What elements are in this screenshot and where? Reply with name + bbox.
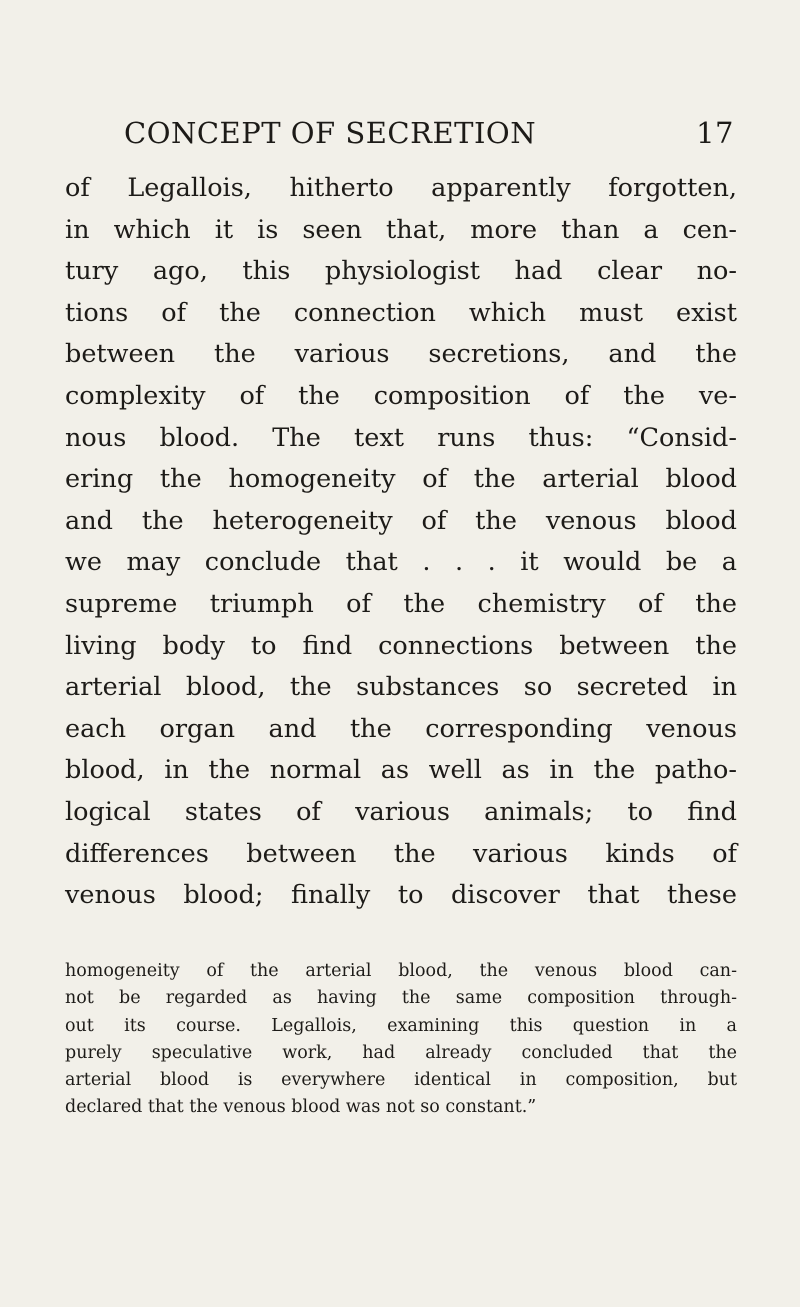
body-line: nous blood. The text runs thus: “Consid- <box>65 422 737 453</box>
body-line: arterial blood, the substances so secreted in <box>65 672 737 703</box>
body-line: we may conclude that . . . it would be a <box>65 547 737 578</box>
body-line: between the various secretions, and the <box>65 339 737 370</box>
body-line: tury ago, this physiologist had clear no- <box>65 256 737 287</box>
footnote-line: purely speculative work, had already concluded that the <box>65 1042 737 1063</box>
body-line: complexity of the composition of the ve- <box>65 380 737 411</box>
footnote-line: arterial blood is everywhere identical in composition, but <box>65 1070 737 1091</box>
body-line: tions of the connection which must exist <box>65 297 737 328</box>
page-number: 17 <box>696 116 734 150</box>
body-line: venous blood; finally to discover that these <box>65 880 737 911</box>
running-head <box>64 116 734 156</box>
body-line: in which it is seen that, more than a cen- <box>65 214 737 245</box>
body-line: differences between the various kinds of <box>65 838 737 869</box>
running-head-title: CONCEPT OF SECRETION <box>124 116 537 150</box>
body-line: of Legallois, hitherto apparently forgotten, <box>65 173 737 203</box>
footnote-line: out its course. Legallois, examining this question in a <box>65 1015 737 1036</box>
body-line: each organ and the corresponding venous <box>65 713 737 744</box>
body-line: living body to find connections between the <box>65 630 737 661</box>
body-line: logical states of various animals; to find <box>65 796 737 827</box>
body-line: blood, in the normal as well as in the patho- <box>65 755 737 786</box>
body-line: ering the homogeneity of the arterial blood <box>65 464 737 495</box>
footnote <box>65 958 737 1122</box>
body-line: supreme triumph of the chemistry of the <box>65 588 737 619</box>
body-paragraph <box>65 168 737 917</box>
footnote-line: homogeneity of the arterial blood, the venous blood can- <box>65 961 737 981</box>
footnote-line: declared that the venous blood was not so constant.” <box>65 1097 537 1118</box>
body-line: and the heterogeneity of the venous blood <box>65 505 737 536</box>
footnote-line: not be regarded as having the same composition through- <box>65 988 737 1009</box>
